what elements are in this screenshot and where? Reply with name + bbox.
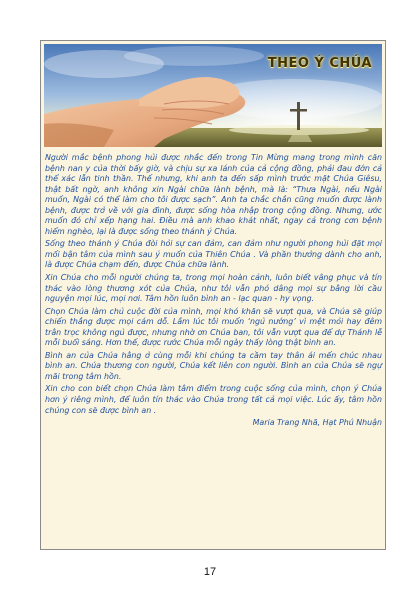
paragraph: Bình an của Chúa hằng ở cùng mỗi khi chúng ta cầm tay thân ái mến chúc nhau bình an. Chúa thương con người, Chúa kết liên con người. Bình an của Chúa sẽ ngự mãi trong tâm hồn. <box>45 350 382 381</box>
paragraph: Sống theo thánh ý Chúa đòi hỏi sự can đảm, can đảm như người phong hủi đặt mọi mối bận tâm của mình sau ý muốn của Thiên Chúa . Và phần thưởng dành cho anh, là được Chúa chạm đến, được Chúa chữa lành. <box>45 239 382 270</box>
paragraph: Người mắc bệnh phong hủi được nhắc đến trong Tin Mừng mang trong mình căn bệnh nan y của thời bấy giờ, và chịu sự xa lánh của cả cộng đồng, phải đau đớn cả thể xác lẫn tinh thần. Thế nhưng, khi anh ta đến sấp mình trước mặt Chúa Giêsu, thật bất ngờ, anh không xin Ngài chữa lành bệnh, mà là: “Thưa Ngài, nếu Ngài muốn, Ngài có thể làm cho tôi được sạch”. Anh ta chắc chắn cũng muốn được lành bệnh, được trở về với gia đình, được sống hòa nhập trong cộng đồng. Nhưng, ước muốn đó chỉ xếp hạng hai. Điều mà anh khao khát nhất, ngay cả trong cơn bệnh hiểm nghèo, lại là được sống theo thánh ý Chúa. <box>45 153 382 236</box>
page-title: THEO Ý CHÚA <box>267 56 372 71</box>
author-signature: Maria Trang Nhã, Hạt Phú Nhuận <box>252 418 382 428</box>
paragraph: Chọn Chúa làm chủ cuộc đời của mình, mọi khó khăn sẽ vượt qua, và Chúa sẽ giúp chiến thắng được mọi cám dỗ. Lắm lúc tôi muốn ‘ngủ nướng’ vì mệt mỏi hay đêm trằn trọc không ngủ được, nhưng nhờ ơn Chúa ban, tôi vẫn vượt qua để dự Thánh lễ mỗi buổi sáng. Hơn thế, được rước Chúa mỗi ngày thấy lòng thật bình an. <box>45 306 382 348</box>
article-body <box>45 153 382 431</box>
article-frame <box>40 40 386 550</box>
banner-image <box>44 44 382 147</box>
paragraph: Xin cho con biết chọn Chúa làm tâm điểm trong cuộc sống của mình, chọn ý Chúa hơn ý riêng mình, để luôn tín thác vào Chúa trong tất cả mọi việc. Lúc ấy, tâm hồn chúng con sẽ được bình an . <box>45 384 382 415</box>
page-number: 17 <box>203 566 217 578</box>
paragraph: Xin Chúa cho mỗi người chúng ta, trong mọi hoàn cảnh, luôn biết vâng phục và tín thác vào lòng thương xót của Chúa, như tôi vẫn phó dâng mọi sự bằng lời cầu nguyện mọi lúc, mọi nơi. Tâm hồn luôn bình an - lạc quan - hy vọng. <box>45 273 382 304</box>
